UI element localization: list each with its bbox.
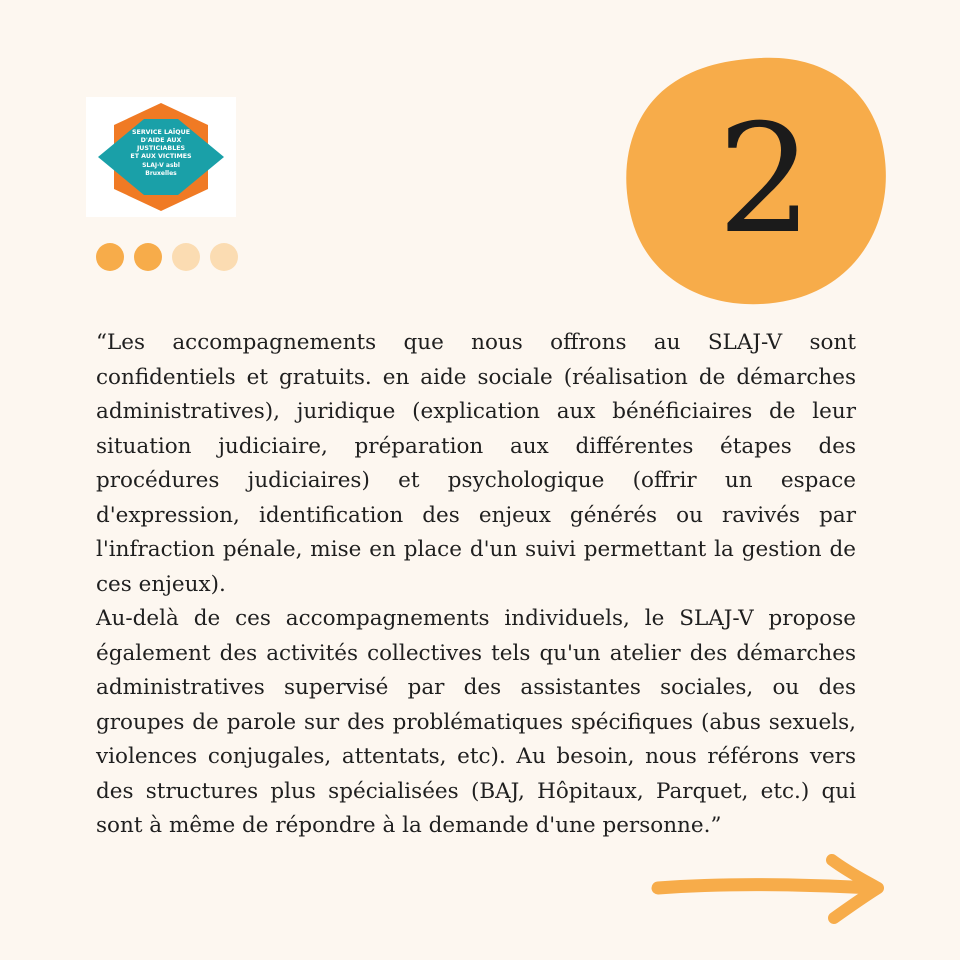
progress-dot-4 (210, 243, 238, 271)
arrow-right-icon[interactable] (650, 850, 890, 930)
logo-line-1: SERVICE LAÏQUE (131, 129, 191, 136)
logo-line-5: SLAJ-V asbl (142, 162, 180, 169)
step-number: 2 (717, 93, 813, 267)
quote-paragraph-1: “Les accompagnements que nous offrons au SLAJ-V sont confidentiels et gratuits. en aide sociale (réalisation de démarches administratives), juridique (explication aux bénéficiaires de leur situation judiciaire, préparation aux différentes étapes des procédures judiciaires) et psychologique (offrir un espace d'expression, identification des enjeux générés ou ravivés par l'infraction pénale, mise en place d'un suivi permettant la gestion de ces enjeux). (96, 330, 856, 597)
quote-paragraph-2: Au-delà de ces accompagnements individuels, le SLAJ-V propose également des activités collectives tels qu'un atelier des démarches administratives supervisé par des assistantes sociales, ou des groupes de parole sur des problématiques spécifiques (abus sexuels, violences conjugales, attentats, etc). Au besoin, nous référons vers des structures plus spécialisées (BAJ, Hôpitaux, Parquet, etc.) qui sont à même de répondre à la demande d'une personne.” (96, 606, 856, 838)
progress-dots (96, 243, 238, 271)
logo-line-3: JUSTICIABLES (136, 145, 186, 152)
logo-line-6: Bruxelles (145, 170, 177, 177)
logo-line-2: D'AIDE AUX (140, 137, 182, 144)
slajv-logo-graphic (86, 97, 236, 217)
progress-dot-1 (96, 243, 124, 271)
logo (86, 97, 236, 217)
progress-dot-2 (134, 243, 162, 271)
quote-text (96, 326, 856, 844)
logo-line-4: ET AUX VICTIMES (130, 153, 192, 160)
progress-dot-3 (172, 243, 200, 271)
